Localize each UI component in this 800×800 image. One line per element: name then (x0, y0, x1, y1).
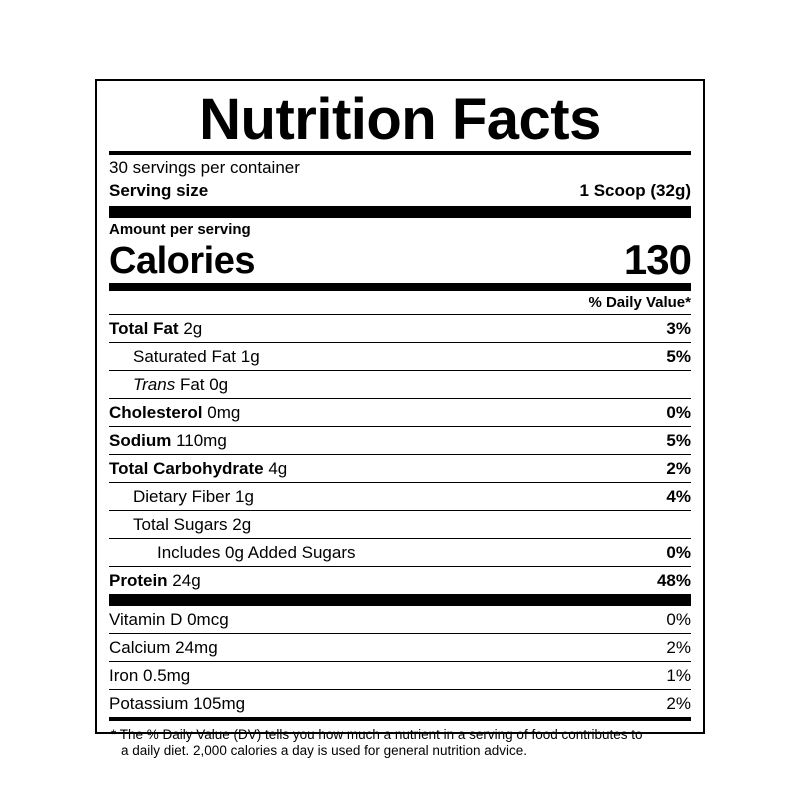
serving-size-row (109, 179, 691, 206)
divider-under-protein (109, 594, 691, 606)
nutrient-amount: Fat 0g (179, 375, 229, 394)
nutrient-row-added-sugars (109, 539, 691, 566)
calories-label: Calories (109, 240, 255, 282)
nutrition-facts-panel (95, 79, 705, 758)
nutrient-dv: 0% (666, 543, 691, 562)
nutrient-dv: 4% (666, 487, 691, 506)
panel-title: Nutrition Facts (199, 87, 601, 152)
nutrient-row-sodium (109, 427, 691, 454)
nutrient-name: Saturated Fat (133, 347, 237, 366)
nutrient-name: Includes 0g Added Sugars (157, 543, 356, 562)
footnote-line-2: a daily diet. 2,000 calories a day is used for general nutrition advice. (121, 743, 527, 758)
nutrient-amount: 1g (240, 347, 260, 366)
serving-size-value: 1 Scoop (32g) (579, 181, 691, 200)
micronutrient-dv: 2% (666, 638, 691, 657)
micronutrient-name: Calcium 24mg (109, 638, 218, 657)
divider-under-calories (109, 283, 691, 291)
nutrient-name: Sodium (109, 431, 172, 450)
micronutrient-row-iron (109, 662, 691, 689)
nutrient-amount: 0mg (207, 403, 241, 422)
nutrient-row-protein (109, 567, 691, 594)
nutrient-name: Protein (109, 571, 168, 590)
daily-value-footnote (109, 721, 691, 759)
divider-under-serving-size (109, 206, 691, 218)
daily-value-header: % Daily Value* (588, 294, 691, 311)
footnote-line-1: * The % Daily Value (DV) tells you how much a nutrient in a serving of food contributes to (111, 727, 643, 742)
nutrient-dv: 3% (666, 319, 691, 338)
micronutrient-dv: 2% (666, 694, 691, 713)
nutrient-amount: 4g (268, 459, 288, 478)
nutrient-row-total-fat (109, 315, 691, 342)
nutrient-row-total-sugars (109, 511, 691, 538)
nutrient-dv: 5% (666, 431, 691, 450)
micronutrient-name: Potassium 105mg (109, 694, 246, 713)
nutrient-name: Dietary Fiber (133, 487, 231, 506)
micronutrient-name: Vitamin D 0mcg (109, 610, 229, 629)
nutrient-dv: 48% (656, 571, 691, 590)
micronutrient-dv: 1% (666, 666, 691, 685)
nutrient-name: Trans (133, 375, 176, 394)
nutrient-dv: 5% (666, 347, 691, 366)
nutrient-name: Total Sugars (133, 515, 228, 534)
amount-per-serving-label: Amount per serving (109, 221, 251, 238)
micronutrient-row-potassium (109, 690, 691, 717)
micronutrient-row-vitamin-d (109, 606, 691, 633)
nutrient-amount: 110mg (176, 431, 227, 450)
nutrient-row-total-carbohydrate (109, 455, 691, 482)
calories-value: 130 (623, 236, 691, 283)
nutrient-row-dietary-fiber (109, 483, 691, 510)
micronutrient-dv: 0% (666, 610, 691, 629)
nutrient-name: Cholesterol (109, 403, 203, 422)
serving-size-label: Serving size (109, 181, 209, 200)
nutrient-amount: 2g (183, 319, 203, 338)
micronutrient-row-calcium (109, 634, 691, 661)
servings-per-container: 30 servings per container (109, 158, 300, 177)
nutrient-name: Total Fat (109, 319, 179, 338)
calories-row (109, 236, 691, 283)
nutrient-dv: 0% (666, 403, 691, 422)
nutrient-amount: 24g (172, 571, 201, 590)
nutrient-dv: 2% (666, 459, 691, 478)
nutrient-row-saturated-fat (109, 343, 691, 370)
nutrient-row-trans-fat (109, 371, 691, 398)
micronutrient-name: Iron 0.5mg (109, 666, 191, 685)
nutrient-amount: 1g (235, 487, 254, 506)
nutrient-name: Total Carbohydrate (109, 459, 264, 478)
nutrient-row-cholesterol (109, 399, 691, 426)
nutrient-amount: 2g (232, 515, 252, 534)
